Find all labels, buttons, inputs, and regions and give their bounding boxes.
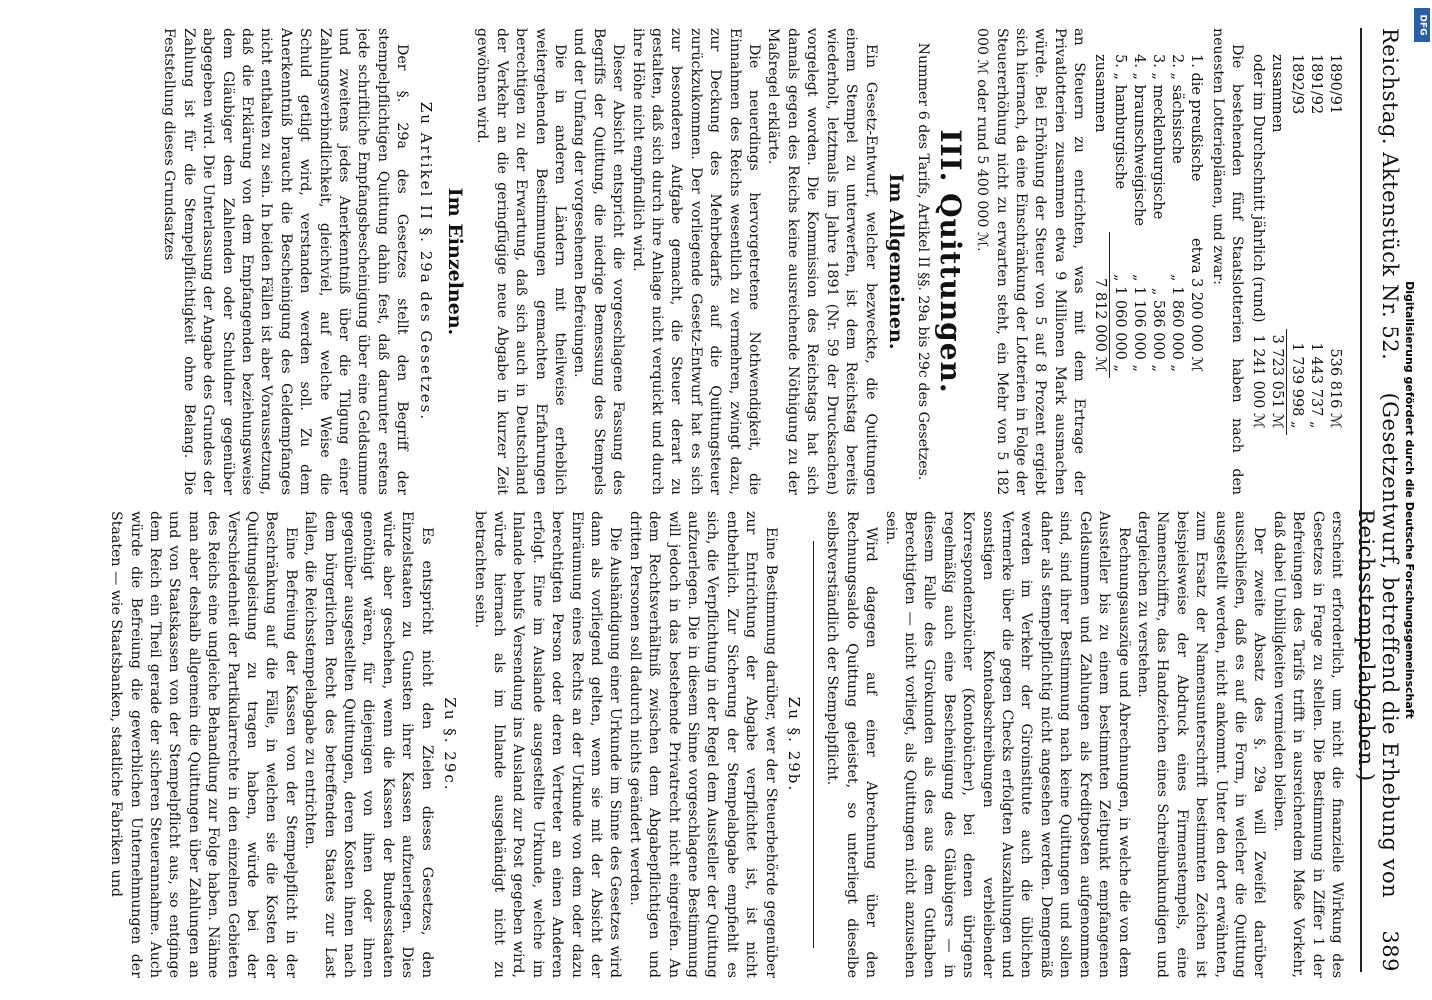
paragraph: Die in anderen Ländern mit theilweise erheblich weitergehenden Bestimmungen gemachten Erfahrungen berechtigen zu der Erwartung, daß sich auch in Deutschland der Verkehr an die geringfügige neue Abgabe in kurzer Zeit gewöhnen wird. xyxy=(474,28,569,495)
table-row xyxy=(1248,48,1267,435)
lottery-value: etwa 3 200 000 ℳ xyxy=(1188,238,1205,373)
table-row xyxy=(1306,48,1325,435)
credit-line: Digitalisierung gefördert durch die Deutsche Forschungsgemeinschaft xyxy=(1403,281,1416,719)
table-row xyxy=(1090,48,1110,378)
lottery-value: „ 1 860 000 „ xyxy=(1169,273,1186,373)
paragraph: Die neuerdings hervorgetretene Nothwendigkeit, die Einnahmen des Reichs wesentlich zu vermehren, zwingt dazu, zur Deckung des Mehrbedarfs auf die Quittungsteuer zurückzukommen. Der vorliegende Gesetz-Entwurf hat es sich zur besonderen Aufgabe gemacht, die Steuer derart zu gestalten, daß sich durch ihre Anlage nicht verquickt und durch ihre Höhe nicht empfindlich wird. xyxy=(629,28,763,495)
lottery-label: 3. „ mecklenburgische xyxy=(1150,54,1167,220)
lottery-value: „ 586 000 „ xyxy=(1150,287,1167,373)
header-title: (Gesetzentwurf, betreffend die Erhebung von Reichsstempelabgaben.) xyxy=(1354,392,1402,899)
year-value: 1 739 998 „ xyxy=(1289,342,1305,429)
paragraph: Ein Gesetz-Entwurf, welcher bezweckte, die Quittungen einem Stempel zu unterwerfen, ist dem Reichstag bereits wiederholt, letztmals im Jahre 1891 (Nr. 59 der Drucksachen) vorgelegt worden. Die Kommission des Reichstags hat sich damals gegen des Reichs keine ausreichende Nöthigung zu der Maßregel erklärte. xyxy=(765,28,879,495)
section-subheading: Nummer 6 des Tarifs, Artikel II §§. 29a bis 29c des Gesetzes. xyxy=(915,42,932,481)
sum-value: 3 723 051 ℳ xyxy=(1267,329,1287,435)
years-table xyxy=(1248,48,1344,435)
lottery-label: 5. „ hamburgische xyxy=(1111,54,1128,190)
lottery-intro: Die bestehenden fünf Staatslotterien haben nach den neuesten Lotterieplänen, und zwar: xyxy=(1209,28,1245,495)
column-left xyxy=(38,28,1346,495)
page-number: 389 xyxy=(1378,930,1402,972)
table-row xyxy=(1287,48,1307,435)
rotated-print-page xyxy=(16,0,1416,1000)
year-label: 1891/92 xyxy=(1308,54,1324,115)
lotteries-table xyxy=(1090,48,1205,378)
average-label: oder im Durchschnitt jährlich (rund) xyxy=(1250,54,1266,323)
article-heading: Zu §. 29c. xyxy=(441,697,460,792)
paragraph: Der §. 29a des Gesetzes stellt den Begriff der stempelpflichtigen Quittung dahin fest, daß darunter erstens jede schriftliche Empfangsbescheinigung über eine Geldsumme und zweitens jedes Anerkenntniß über die Tilgung einer Zahlungsverbindlichkeit, gleichviel, auf welche Weise die Schuld getilgt wird, verstanden werden soll. Zu dem Anerkenntniß braucht die Bescheinigung des Geldempfanges nicht enthalten zu sein. In beiden Fällen ist aber Voraussetzung, daß die Erklärung von dem Empfangenden beziehungsweise dem Gläubiger dem Zahlenden oder Schuldner gegenüber abgegeben wird. Die Unterlassung der Angabe des Grundes der Zahlung ist für die Stempelpflichtigkeit ohne Belang. Die Feststellung dieses Grundsatzes xyxy=(161,28,411,495)
year-value: 1 443 737 „ xyxy=(1308,342,1324,429)
year-label: 1892/93 xyxy=(1288,54,1305,115)
average-value: 1 241 000 ℳ xyxy=(1250,334,1266,429)
sum-label: zusammen xyxy=(1269,54,1286,133)
lottery-value: „ 1 106 000 „ xyxy=(1131,273,1148,373)
lottery-label: 2. „ sächsische xyxy=(1169,54,1186,164)
lottery-label: 4. „ braunschweigische xyxy=(1131,54,1148,227)
digitization-credit xyxy=(1386,0,1426,1000)
table-row xyxy=(1267,48,1287,435)
lottery-label: 1. die preußische xyxy=(1188,54,1205,182)
divider xyxy=(813,541,814,948)
paragraph: Eine Befreiung der Kassen von der Stempelpflicht in der Beschränkung auf die Fälle, in welchen sie die Kosten der Quittungsleistung zu tragen haben, würde bei der Verschiedenheit der Partikularrechte in den einzelnen Gebieten des Reichs eine ungleiche Behandlung zur Folge haben. Nähme man aber deshalb allgemein die Quittungen über Zahlungen an und von Staatskassen von der Stempelpflicht aus, so entginge dem Reich ein Theil gerade der sicheren Steuerannahme. Auch würde die Befreiung die gewerblichen Unternehmungen der Staaten — wie Staatsbanken, staatliche Fabriken und xyxy=(108,511,299,978)
logo-text: DFG xyxy=(1417,14,1428,36)
subsection-heading: Im Einzelnen. xyxy=(444,187,466,336)
table-row xyxy=(1129,48,1148,378)
year-label: 1890/91 xyxy=(1327,54,1343,115)
paragraph: Rechnungsauszüge und Abrechnungen, in welche die von dem Aussteller bis zu einem bestimmten Zeitpunkt empfangenen Geldsummen und Zahlungen als Kreditposten aufgenommen sind, sind ihrer Bestimmung nach keine Quittungen und sollen daher als stempelpflichtig nicht angesehen werden. Demgemäß werden im Verkehr der Giroinstitute auch die üblichen Vermerke über die gegen Checks erfolgten Auszahlungen und sonstigen Kontoabschreibungen verbleibender Korrespondenzbücher (Kontobücher), bei denen übrigens regelmäßig auch eine Bescheinigung des Gläubigers — in diesem Falle des Girokunden als des aus dem Guthaben Berechtigten — nicht vorliegt, als Quittungen nicht anzusehen sein. xyxy=(882,511,1132,978)
sum-value: 7 812 000 ℳ xyxy=(1090,232,1110,378)
lottery-value: „ 1 060 000 „ xyxy=(1112,273,1129,373)
paragraph: Wird dagegen auf einer Abrechnung über den Rechnungssaldo Quittung geleistet, so unterliegt dieselbe selbstverständlich der Stempelpflicht. xyxy=(824,511,880,978)
dfg-logo xyxy=(1414,8,1430,42)
table-row xyxy=(1325,48,1344,435)
article-heading: Zu §. 29b. xyxy=(785,696,804,793)
article-heading: Zu Artikel II §. 29a des Gesetzes. xyxy=(416,101,435,422)
section-heading: III. Quittungen. xyxy=(933,129,967,394)
paragraph: Es entspricht nicht den Zielen dieses Gesetzes, den Einzelstaaten zu Gunsten ihrer Kassen aufzuerlegen. Dies würde aber geschehen, wenn die Kassen der Bundesstaaten genöthigt wären, für diejenigen von ihnen oder ihnen gegenüber ausgestellten Quittungen, deren Kosten ihnen nach dem bürgerlichen Recht des betreffenden Staates zur Last fallen, die Reichsstempelabgabe zu entrichten. xyxy=(302,511,435,978)
table-row xyxy=(1148,48,1167,378)
paragraph: an Steuern zu entrichten, was mit dem Ertrage der Privatlotterien zusammen etwa 9 Millionen Mark ausmachen würde. Bei Erhöhung der Steuer von 5 auf 8 Prozent ergiebt sich hiernach, da eine Einschränkung der Lotterien in Folge der Steuererhöhung nicht zu erwarten steht, ein Mehr von 5 182 000 ℳ oder rund 5 400 000 ℳ. xyxy=(974,28,1088,495)
year-value: 536 816 ℳ xyxy=(1327,348,1343,429)
paragraph: Eine Bestimmung darüber, wer der Steuerbehörde gegenüber zur Entrichtung der Abgabe verpflichtet ist, ist nicht entbehrlich. Zur Sicherung der Stempelabgabe empfiehlt es sich, die Verpflichtung in der Regel dem Aussteller der Quittung aufzuerlegen. Die in diesem Sinne vorgeschlagene Bestimmung will jedoch in das bestehende Privatrecht nicht eingreifen. An dem Rechtsverhältniß zwischen dem Abgabepflichtigen und dritten Personen soll dadurch nichts geändert werden. xyxy=(626,511,779,978)
paragraph: erscheint erforderlich, um nicht die finanzielle Wirkung des Gesetzes in Frage zu stellen. Die Bestimmung in Ziffer 1 der Befreiungen des Tarifs trifft in ausreichendem Maße Vorkehr, daß dabei Unbilligkeiten vermieden bleiben. xyxy=(1270,511,1345,978)
column-right xyxy=(38,511,1346,978)
subsection-heading: Im Allgemeinen. xyxy=(884,173,907,350)
paragraph: Die Aushändigung einer Urkunde im Sinne des Gesetzes wird dann als vorliegend gelten, wenn sie mit der Absicht der Einräumung eines Rechts an der Urkunde von dem oder dazu berechtigten Person oder deren Vertreter an einen Anderen erfolgt. Eine im Auslande ausgestellte Urkunde, welche im Inlande behufs Versendung ins Ausland zur Post gegeben wird, würde hiernach als im Inlande ausgehändigt nicht zu betrachten sein. xyxy=(471,511,624,978)
table-row xyxy=(1186,48,1205,378)
table-row xyxy=(1110,48,1130,378)
paragraph: Der zweite Absatz des §. 29a will Zweifel darüber ausschließen, daß es auf die Form, in welcher die Quittung ausgestellt werden, nicht ankommt. Unter den dort erwähnten, zum Ersatz der Namensunterschrift bestimmten Zeichen ist beispielsweise der Abdruck eines Firmenstempels, eine Namenschiffre, das Handzeichen eines Schreibunkundigen und dergleichen zu verstehen. xyxy=(1134,511,1268,978)
header-left: Reichstag. Aktenstück Nr. 52. xyxy=(1378,28,1402,361)
sum-label: zusammen xyxy=(1092,54,1109,133)
paragraph: Dieser Absicht entspricht die vorgeschlagene Fassung des Begriffs der Quittung, die niedrige Bemessung des Stempels und der Umfang der vorgesehenen Befreiungen. xyxy=(571,28,627,495)
text-columns xyxy=(38,28,1346,978)
table-row xyxy=(1167,48,1186,378)
